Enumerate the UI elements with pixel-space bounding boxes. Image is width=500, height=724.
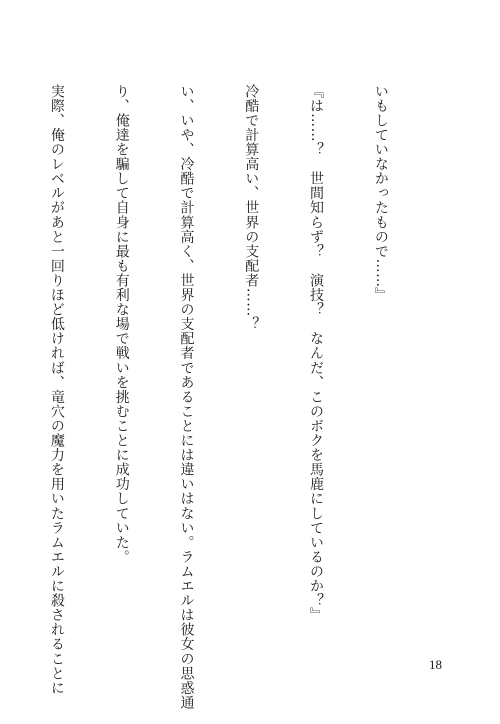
- text-line: 冷酷で計算高い、世界の支配者……？: [243, 84, 260, 332]
- text-line: い、いや、冷酷で計算高く、世界の支配者であることには違いはない。ラムエルは彼女の思惑通: [178, 84, 195, 710]
- text-line: り、俺達を騙して自身に最も有利な場で戦いを挑むことに成功していた。: [113, 84, 130, 565]
- text-line: 『は……？ 世間知らず？ 演技？ なんだ、このボクを馬鹿にしているのか？』: [308, 84, 325, 623]
- text-line: [0, 84, 2, 640]
- body-text: [48, 84, 434, 710]
- page-number: 18: [429, 657, 442, 672]
- text-line: 実際、俺のレベルがあと一回りほど低ければ、竜穴の魔力を用いたラムエルに殺されることに: [48, 84, 65, 696]
- text-line: いもしていなかったもので……』: [372, 84, 389, 303]
